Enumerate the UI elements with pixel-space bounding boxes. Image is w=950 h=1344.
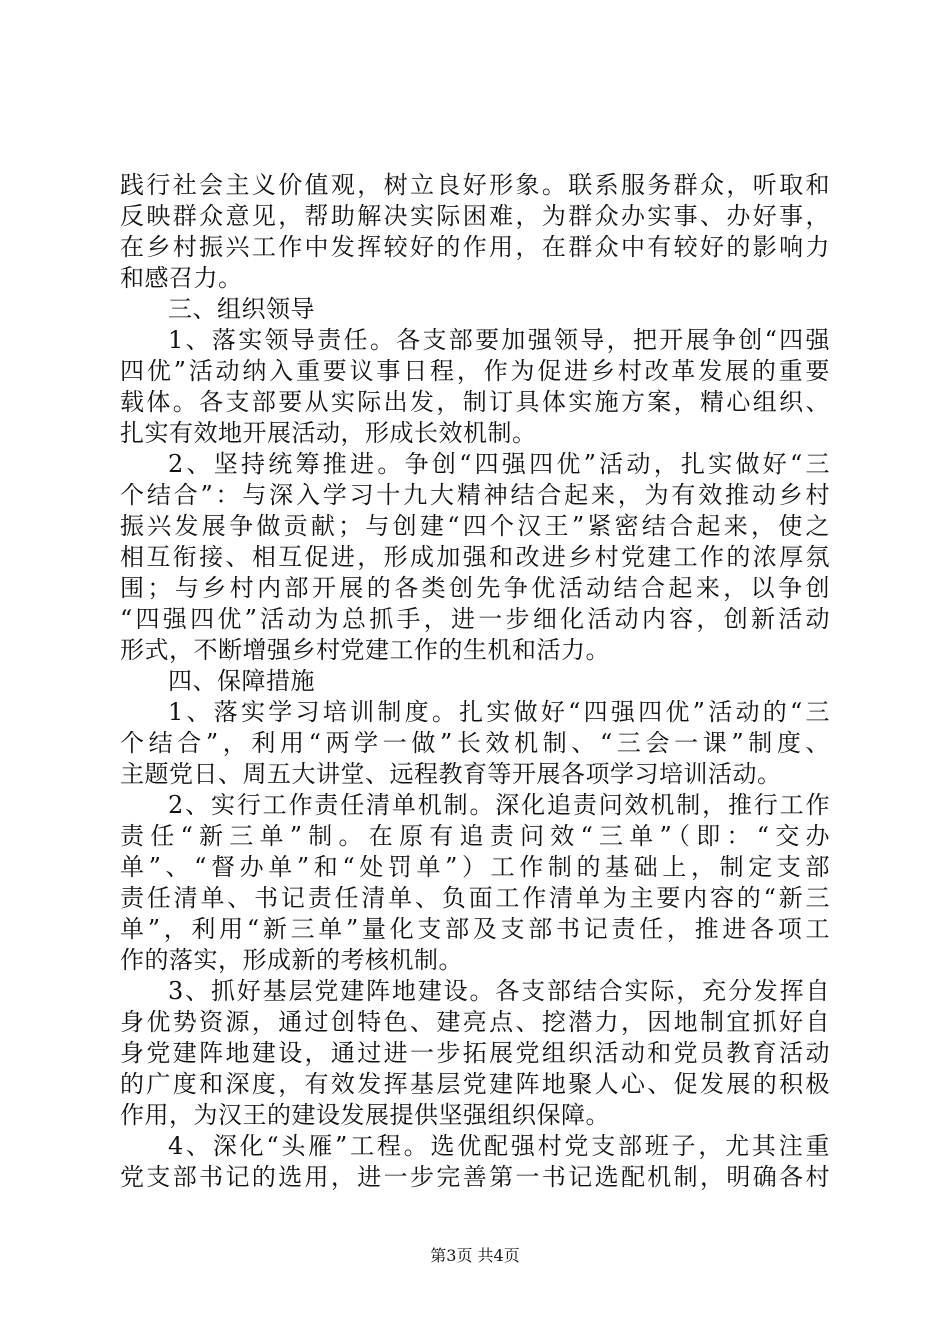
text-line: 在乡村振兴工作中发挥较好的作用，在群众中有较好的影响力 [120, 233, 830, 261]
paragraph [120, 449, 830, 666]
text-line: 身党建阵地建设，通过进一步拓展党组织活动和党员教育活动 [120, 1039, 830, 1067]
text-line: 1、落实领导责任。各支部要加强领导，把开展争创“四强 [168, 326, 830, 354]
text-line: 反映群众意见，帮助解决实际困难，为群众办实事、办好事， [120, 202, 830, 230]
text-line: 形式，不断增强乡村党建工作的生机和活力。 [120, 636, 610, 664]
text-line: 四、保障措施 [168, 667, 315, 695]
text-line: 振兴发展争做贡献；与创建“四个汉王”紧密结合起来，使之 [120, 512, 830, 540]
text-line: 责任“新三单”制。在原有追责问效“三单”（即：“交办 [120, 822, 830, 850]
text-line: 围；与乡村内部开展的各类创先争优活动结合起来，以争创 [120, 574, 830, 602]
text-line: 单”，利用“新三单”量化支部及支部书记责任，推进各项工 [120, 915, 830, 943]
text-line: 责任清单、书记责任清单、负面工作清单为主要内容的“新三 [120, 884, 830, 912]
text-line: 相互衔接、相互促进，形成加强和改进乡村党建工作的浓厚氛 [120, 543, 830, 571]
paragraph [120, 1131, 830, 1193]
text-line: 3、抓好基层党建阵地建设。各支部结合实际，充分发挥自 [168, 977, 830, 1005]
text-line: 扎实有效地开展活动，形成长效机制。 [120, 419, 537, 447]
page-footer: 第3页 共4页 [430, 1246, 520, 1265]
text-line: 1、落实学习培训制度。扎实做好“四强四优”活动的“三 [168, 698, 830, 726]
paragraph [120, 325, 830, 449]
paragraph [120, 976, 830, 1131]
text-line: 4、深化“头雁”工程。选优配强村党支部班子，尤其注重 [168, 1132, 830, 1160]
paragraph [120, 697, 830, 790]
text-line: 作的落实，形成新的考核机制。 [120, 946, 463, 974]
text-line: 党支部书记的选用，进一步完善第一书记选配机制，明确各村 [120, 1163, 830, 1191]
text-line: 身优势资源，通过创特色、建亮点、挖潜力，因地制宜抓好自 [120, 1008, 830, 1036]
text-line: 主题党日、周五大讲堂、远程教育等开展各项学习培训活动。 [120, 760, 782, 788]
text-line: 载体。各支部要从实际出发，制订具体实施方案，精心组织、 [120, 388, 830, 416]
text-line: “四强四优”活动为总抓手，进一步细化活动内容，创新活动 [120, 605, 830, 633]
paragraph [120, 170, 830, 294]
document-body [120, 170, 830, 1193]
text-line: 四优”活动纳入重要议事日程，作为促进乡村改革发展的重要 [120, 357, 830, 385]
text-line: 三、组织领导 [168, 295, 315, 323]
text-line: 践行社会主义价值观，树立良好形象。联系服务群众，听取和 [120, 171, 830, 199]
text-line: 个结合”：与深入学习十九大精神结合起来，为有效推动乡村 [120, 481, 830, 509]
text-line: 2、坚持统筹推进。争创“四强四优”活动，扎实做好“三 [168, 450, 830, 478]
text-line: 个结合”，利用“两学一做”长效机制、“三会一课”制度、 [120, 729, 830, 757]
text-line: 单”、“督办单”和“处罚单”）工作制的基础上，制定支部 [120, 853, 830, 881]
paragraph [120, 666, 830, 697]
paragraph [120, 790, 830, 976]
text-line: 2、实行工作责任清单机制。深化追责问效机制，推行工作 [168, 791, 830, 819]
paragraph [120, 294, 830, 325]
text-line: 作用，为汉王的建设发展提供坚强组织保障。 [120, 1101, 610, 1129]
text-line: 的广度和深度，有效发挥基层党建阵地聚人心、促发展的积极 [120, 1070, 830, 1098]
text-line: 和感召力。 [120, 264, 243, 292]
